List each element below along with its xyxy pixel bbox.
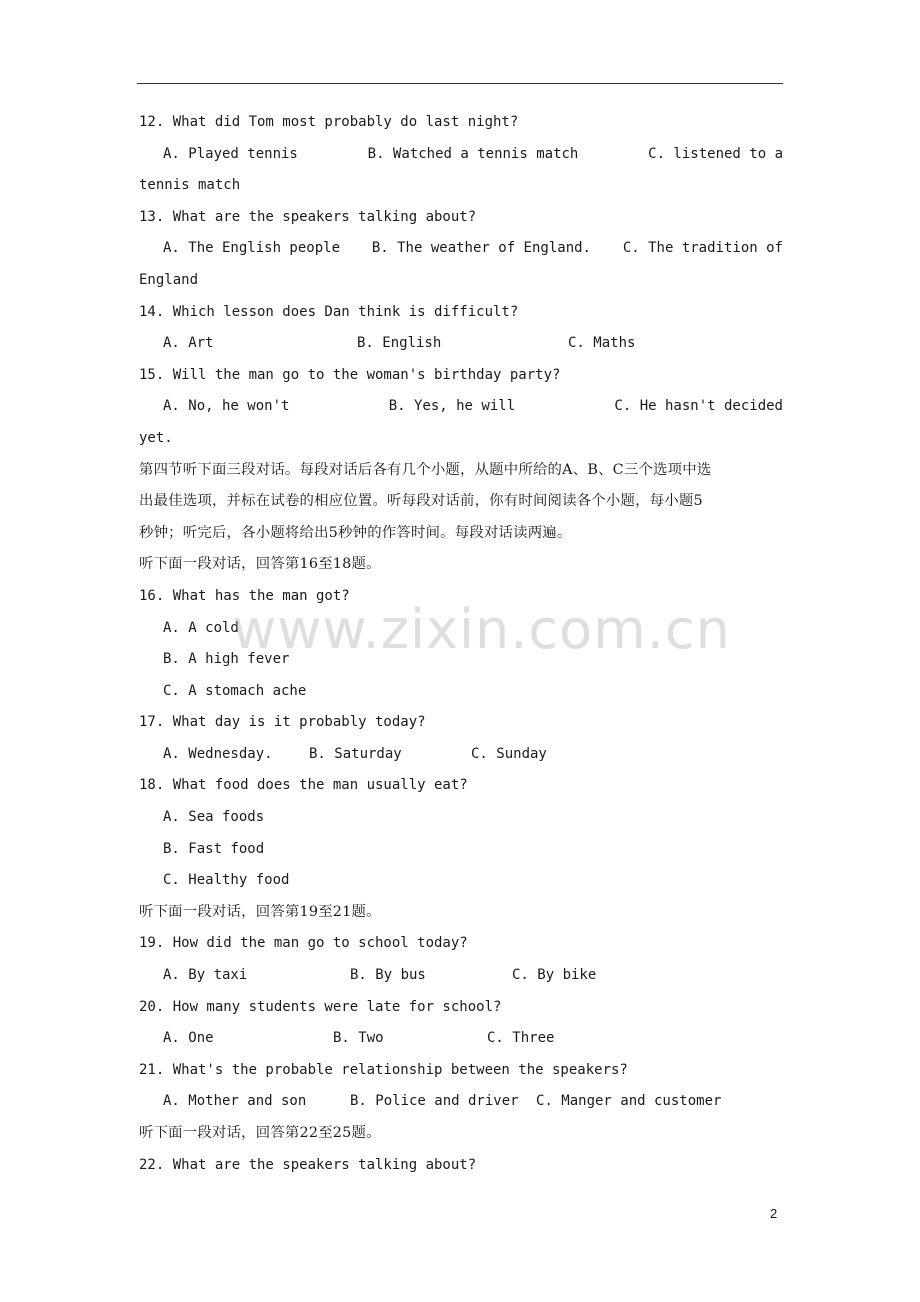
option-c-continued: tennis match bbox=[139, 177, 241, 194]
option-c: C. Three bbox=[487, 1030, 555, 1047]
question-16: 16. What has the man got? bbox=[139, 587, 350, 604]
option-c: C. listened to a bbox=[648, 145, 783, 162]
option-a: A. A cold bbox=[163, 619, 239, 636]
question-19-options bbox=[139, 960, 783, 992]
question-20: 20. How many students were late for school? bbox=[139, 998, 502, 1015]
watermark: www.zixin.com.cn bbox=[232, 598, 731, 661]
option-a: A. No, he won't bbox=[163, 398, 290, 415]
section-4-instructions: 第四节听下面三段对话。每段对话后各有几个小题，从题中所给的A、B、C三个选项中选 bbox=[139, 461, 712, 478]
header-rule bbox=[137, 83, 783, 84]
option-a: A. One bbox=[163, 1030, 214, 1047]
option-b: B. A high fever bbox=[163, 651, 290, 668]
question-22: 22. What are the speakers talking about? bbox=[139, 1156, 477, 1173]
question-17-options bbox=[139, 739, 783, 771]
option-c: C. Maths bbox=[568, 335, 636, 352]
question-21: 21. What's the probable relationship between the speakers? bbox=[139, 1061, 628, 1078]
dialogue-instruction: 听下面一段对话，回答第22至25题。 bbox=[139, 1125, 381, 1141]
question-14-options bbox=[139, 328, 783, 360]
option-c: C. Sunday bbox=[471, 745, 547, 762]
option-c-continued: England bbox=[139, 271, 199, 288]
question-14: 14. Which lesson does Dan think is difficult? bbox=[139, 303, 519, 320]
section-4-instructions: 秒钟；听完后，各小题将给出5秒钟的作答时间。每段对话读两遍。 bbox=[139, 524, 572, 541]
question-17: 17. What day is it probably today? bbox=[139, 714, 426, 731]
question-19: 19. How did the man go to school today? bbox=[139, 935, 468, 952]
option-c: C. Manger and customer bbox=[536, 1093, 722, 1110]
question-18: 18. What food does the man usually eat? bbox=[139, 777, 468, 794]
question-20-options bbox=[139, 1023, 783, 1055]
option-a: A. Played tennis bbox=[163, 145, 298, 162]
option-b: B. Watched a tennis match bbox=[367, 145, 579, 162]
option-c: C. By bike bbox=[512, 967, 597, 984]
dialogue-instruction: 听下面一段对话，回答第19至21题。 bbox=[139, 903, 381, 920]
option-c-continued: yet. bbox=[139, 429, 173, 446]
option-a: A. By taxi bbox=[163, 967, 248, 984]
option-c: C. Healthy food bbox=[163, 872, 290, 889]
question-13-options bbox=[139, 233, 783, 265]
question-12-options bbox=[139, 139, 783, 171]
option-c: C. The tradition of bbox=[622, 240, 783, 257]
option-a: A. Mother and son bbox=[163, 1093, 307, 1110]
option-b: B. Fast food bbox=[163, 840, 265, 857]
option-b: B. Yes, he will bbox=[388, 398, 516, 415]
option-c: C. A stomach ache bbox=[163, 682, 307, 699]
option-b: B. By bus bbox=[350, 967, 426, 984]
question-21-options bbox=[139, 1086, 783, 1118]
question-15-options bbox=[139, 391, 783, 423]
question-15: 15. Will the man go to the woman's birthday party? bbox=[139, 366, 561, 383]
section-4-instructions: 出最佳选项，并标在试卷的相应位置。听每段对话前，你有时间阅读各个小题，每小题5 bbox=[139, 493, 703, 510]
page-number: 2 bbox=[770, 1206, 778, 1221]
option-a: A. Wednesday. bbox=[163, 745, 273, 762]
option-a: A. The English people bbox=[163, 240, 341, 257]
option-c: C. He hasn't decided bbox=[614, 398, 783, 415]
dialogue-instruction: 听下面一段对话，回答第16至18题。 bbox=[139, 556, 381, 573]
question-13: 13. What are the speakers talking about? bbox=[139, 208, 477, 225]
question-12: 12. What did Tom most probably do last night? bbox=[139, 114, 519, 130]
option-a: A. Sea foods bbox=[163, 809, 265, 826]
option-b: B. Two bbox=[333, 1030, 384, 1047]
option-b: B. Saturday bbox=[309, 745, 402, 762]
option-b: B. English bbox=[357, 335, 442, 352]
option-b: B. Police and driver bbox=[350, 1093, 519, 1110]
option-b: B. The weather of England. bbox=[371, 240, 591, 257]
option-a: A. Art bbox=[163, 335, 214, 352]
